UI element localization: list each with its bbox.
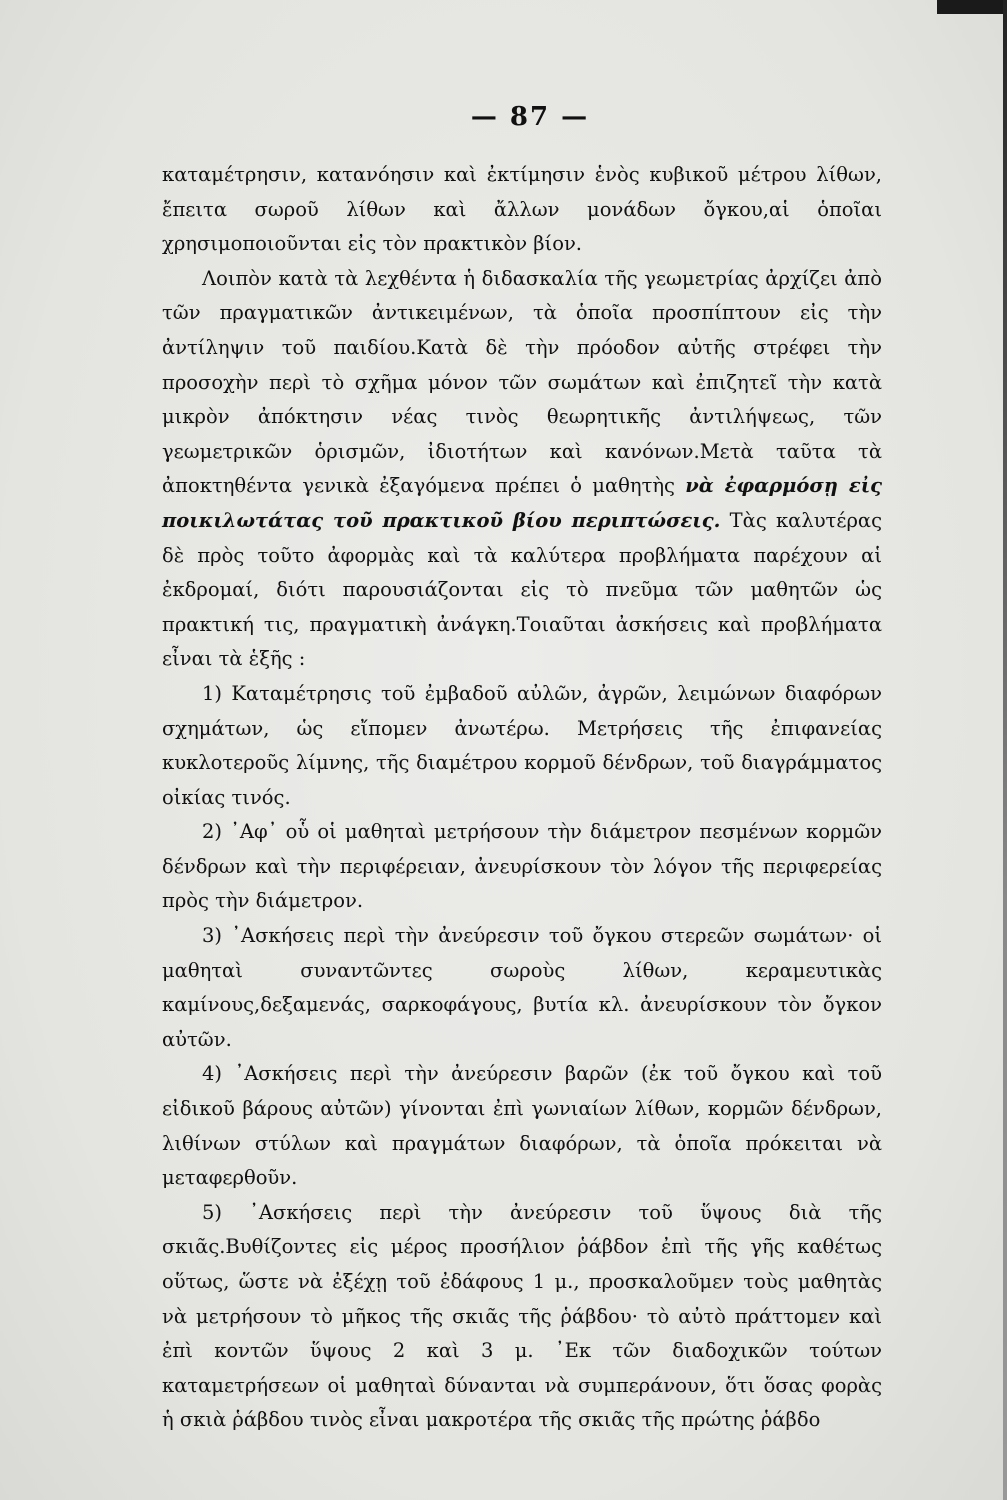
scan-edge-shadow xyxy=(937,0,1007,14)
paragraph-2 xyxy=(162,262,882,677)
paragraph-1: καταμέτρησιν, κατανόησιν καὶ ἐκτίμησιν ἑνὸς κυβικοῦ μέτρου λίθων, ἔπειτα σωροῦ λίθων καὶ ἄλλων μονάδων ὄγκου,αἱ ὁποῖαι χρησιμοποιοῦνται εἰς τὸν πρακτικὸν βίον. xyxy=(162,163,882,256)
list-item-1: 1) Καταμέτρησις τοῦ ἐμβαδοῦ αὐλῶν, ἀγρῶν, λειμώνων διαφόρων σχημάτων, ὡς εἴπομεν ἀνωτέρω. Μετρήσεις τῆς ἐπιφανείας κυκλοτεροῦς λίμνης, τῆς διαμέτρου κορμοῦ δένδρων, τοῦ διαγράμματος οἰκίας τινός. xyxy=(162,681,882,809)
paragraph-2-start: Λοιπὸν κατὰ τὰ λεχθέντα ἡ διδασκαλία τῆς γεωμετρίας ἀρχίζει ἀπὸ τῶν πραγματικῶν ἀντικειμένων, τὰ ὁποῖα προσπίπτουν εἰς τὴν ἀντίληψιν τοῦ παιδίου.Κατὰ δὲ τὴν πρόοδον αὐτῆς στρέφει τὴν προσοχὴν περὶ τὸ σχῆμα μόνον τῶν σωμάτων καὶ ἐπιζητεῖ τὴν κατὰ μικρὸν ἀπόκτησιν νέας τινὸς θεωρητικῆς ἀντιλήψεως, τῶν γεωμετρικῶν ὁρισμῶν, ἰδιοτήτων καὶ κανόνων.Μετὰ ταῦτα τὰ ἀποκτηθέντα γενικὰ ἐξαγόμενα πρέπει ὁ μαθητὴς xyxy=(162,266,882,498)
list-item-3: 3) ᾿Ασκήσεις περὶ τὴν ἀνεύρεσιν τοῦ ὄγκου στερεῶν σωμάτων· οἱ μαθηταὶ συναντῶντες σωροὺς λίθων, κεραμευτικὰς καμίνους,δεξαμενάς, σαρκοφάγους, βυτία κλ. ἀνευρίσκουν τὸν ὄγκον αὐτῶν. xyxy=(162,924,882,1051)
paragraph-2-end: Τὰς καλυτέρας δὲ πρὸς τοῦτο ἀφορμὰς καὶ τὰ καλύτερα προβλήματα παρέχουν αἱ ἐκδρομαί, διότι παρουσιάζονται εἰς τὸ πνεῦμα τῶν μαθητῶν ὡς πρακτική τις, πραγματικὴ ἀνάγκη.Τοιαῦται ἀσκήσεις καὶ προβλήματα εἶναι τὰ ἑξῆς : xyxy=(162,508,882,671)
page-number: — 87 — xyxy=(470,102,590,132)
list-item-4: 4) ᾿Ασκήσεις περὶ τὴν ἀνεύρεσιν βαρῶν (ἐκ τοῦ ὄγκου καὶ τοῦ εἰδικοῦ βάρους αὐτῶν) γίνονται ἐπὶ γωνιαίων λίθων, κορμῶν δένδρων, λιθίνων στύλων καὶ πραγμάτων διαφόρων, τὰ ὁποῖα πρόκειται νὰ μεταφερθοῦν. xyxy=(162,1062,882,1190)
emphasized-phrase: νὰ ἐφαρμόσῃ εἰς ποικιλωτάτας τοῦ πρακτικοῦ βίου περιπτώσεις. xyxy=(162,474,882,532)
body-text xyxy=(162,158,882,1438)
scan-edge-right xyxy=(1003,0,1007,1500)
list-item-5: 5) ᾿Ασκήσεις περὶ τὴν ἀνεύρεσιν τοῦ ὕψους διὰ τῆς σκιᾶς.Βυθίζοντες εἰς μέρος προσήλιον ῥάβδον ἐπὶ τῆς γῆς καθέτως οὕτως, ὥστε νὰ ἐξέχῃ τοῦ ἐδάφους 1 μ., προσκαλοῦμεν τοὺς μαθητὰς νὰ μετρήσουν τὸ μῆκος τῆς σκιᾶς τῆς ῥάβδου· τὸ αὐτὸ πράττομεν καὶ ἐπὶ κοντῶν ὕψους 2 καὶ 3 μ. ᾿Εκ τῶν διαδοχικῶν τούτων καταμετρήσεων οἱ μαθηταὶ δύνανται νὰ συμπεράνουν, ὅτι ὅσας φορὰς ἡ σκιὰ ῥάβδου τινὸς εἶναι μακροτέρα τῆς σκιᾶς τῆς πρώτης ῥάβδο xyxy=(162,1200,882,1432)
list-item-2: 2) ᾿Αφ᾿ οὗ οἱ μαθηταὶ μετρήσουν τὴν διάμετρον πεσμένων κορμῶν δένδρων καὶ τὴν περιφέρειαν, ἀνευρίσκουν τὸν λόγον τῆς περιφερείας πρὸς τὴν διάμετρον. xyxy=(162,820,882,913)
